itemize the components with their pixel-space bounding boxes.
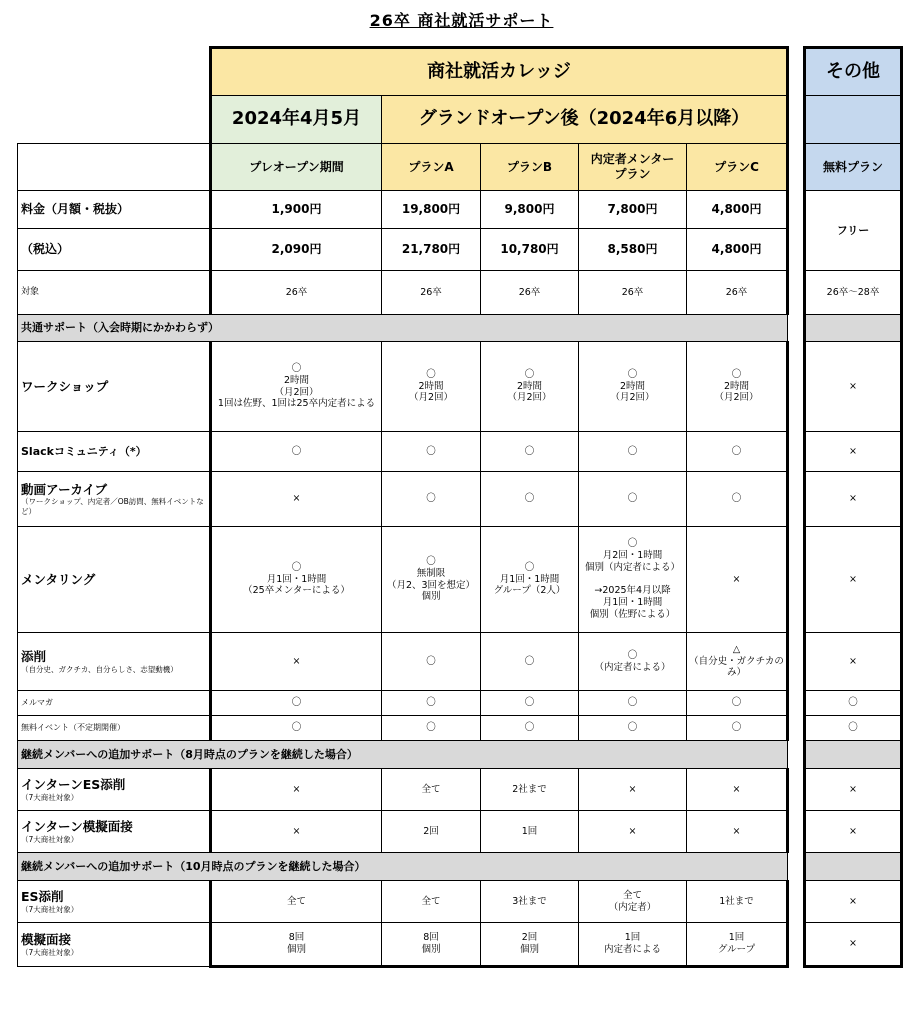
plan-label-empty: [18, 144, 211, 191]
intern-mock-cell: ×: [687, 811, 788, 853]
free-price: フリー: [805, 191, 902, 271]
target-cell: 26卒: [579, 271, 687, 315]
other-period-empty: [805, 96, 902, 144]
target-cell: 26卒: [481, 271, 579, 315]
intern-mock-cell: 2回: [382, 811, 481, 853]
tensaku-cell: 〇 （内定者による）: [579, 633, 687, 691]
section-common: 共通サポート（入会時期にかかわらず）: [18, 315, 788, 342]
tensaku-cell: 〇: [382, 633, 481, 691]
slack-label: Slackコミュニティ（*）: [18, 432, 211, 472]
mock-label: 模擬面接 （7大商社対象）: [18, 923, 211, 967]
plan-free: 無料プラン: [805, 144, 902, 191]
es-label: ES添削 （7大商社対象）: [18, 881, 211, 923]
archive-label: 動画アーカイブ （ワークショップ、内定者／OB訪問、無料イベントなど）: [18, 472, 211, 527]
intern-es-cell: ×: [211, 769, 382, 811]
mentoring-cell-free: ×: [805, 527, 902, 633]
archive-cell: ×: [211, 472, 382, 527]
plan-pre: プレオープン期間: [211, 144, 382, 191]
college-header: 商社就活カレッジ: [211, 48, 788, 96]
tax-cell: 2,090円: [211, 229, 382, 271]
workshop-cell: 〇 2時間 （月2回）: [382, 342, 481, 432]
event-cell: 〇: [211, 716, 382, 741]
plan-b: プランB: [481, 144, 579, 191]
tensaku-cell: △ （自分史・ガクチカのみ）: [687, 633, 788, 691]
section-october-other: [805, 853, 902, 881]
intern-es-cell: 全て: [382, 769, 481, 811]
event-cell: 〇: [382, 716, 481, 741]
mentoring-label: メンタリング: [18, 527, 211, 633]
fee-cell: 1,900円: [211, 191, 382, 229]
mailmag-cell: 〇: [579, 691, 687, 716]
workshop-label: ワークショップ: [18, 342, 211, 432]
page-title: 26卒 商社就活サポート: [369, 11, 554, 30]
intern-mock-cell: 1回: [481, 811, 579, 853]
workshop-cell-free: ×: [805, 342, 902, 432]
section-common-other: [805, 315, 902, 342]
event-cell: 〇: [687, 716, 788, 741]
mock-cell: 1回 内定者による: [579, 923, 687, 967]
event-label: 無料イベント（不定期開催）: [18, 716, 211, 741]
college-plan-table: [17, 46, 789, 968]
mailmag-cell: 〇: [211, 691, 382, 716]
mailmag-label: メルマガ: [18, 691, 211, 716]
intern-mock-label: インターン模擬面接 （7大商社対象）: [18, 811, 211, 853]
fee-cell: 4,800円: [687, 191, 788, 229]
mentoring-cell: ×: [687, 527, 788, 633]
slack-cell: 〇: [687, 432, 788, 472]
es-cell: 全て: [382, 881, 481, 923]
event-cell-free: 〇: [805, 716, 902, 741]
mock-cell: 2回 個別: [481, 923, 579, 967]
archive-cell: 〇: [481, 472, 579, 527]
workshop-cell: 〇 2時間 （月2回） 1回は佐野、1回は25卒内定者による: [211, 342, 382, 432]
intern-mock-cell: ×: [579, 811, 687, 853]
es-cell-free: ×: [805, 881, 902, 923]
plan-a: プランA: [382, 144, 481, 191]
workshop-cell: 〇 2時間 （月2回）: [579, 342, 687, 432]
slack-cell: 〇: [481, 432, 579, 472]
tensaku-label: 添削 （自分史、ガクチカ、自分らしさ、志望動機）: [18, 633, 211, 691]
target-cell: 26卒: [211, 271, 382, 315]
archive-cell: 〇: [687, 472, 788, 527]
other-header: その他: [805, 48, 902, 96]
period-grand-header: グランドオープン後（2024年6月以降）: [382, 96, 788, 144]
mailmag-cell-free: 〇: [805, 691, 902, 716]
target-cell: 26卒: [687, 271, 788, 315]
target-label: 対象: [18, 271, 211, 315]
es-cell: 全て: [211, 881, 382, 923]
mentoring-cell: 〇 月2回・1時間 個別（内定者による） →2025年4月以降 月1回・1時間 個別（佐野による）: [579, 527, 687, 633]
section-august: 継続メンバーへの追加サポート（8月時点のプランを継続した場合）: [18, 741, 788, 769]
fee-cell: 7,800円: [579, 191, 687, 229]
fee-label: 料金（月額・税抜）: [18, 191, 211, 229]
intern-mock-cell-free: ×: [805, 811, 902, 853]
target-cell: 26卒: [382, 271, 481, 315]
mailmag-cell: 〇: [382, 691, 481, 716]
period-pre-header: 2024年4月5月: [211, 96, 382, 144]
tax-cell: 4,800円: [687, 229, 788, 271]
es-cell: 3社まで: [481, 881, 579, 923]
intern-es-label: インターンES添削 （7大商社対象）: [18, 769, 211, 811]
plan-mentor: 内定者メンター プラン: [579, 144, 687, 191]
empty-corner: [18, 48, 211, 96]
mock-cell: 1回 グループ: [687, 923, 788, 967]
tensaku-cell-free: ×: [805, 633, 902, 691]
tensaku-cell: ×: [211, 633, 382, 691]
intern-es-cell: 2社まで: [481, 769, 579, 811]
intern-mock-cell: ×: [211, 811, 382, 853]
event-cell: 〇: [481, 716, 579, 741]
workshop-cell: 〇 2時間 （月2回）: [481, 342, 579, 432]
mentoring-cell: 〇 月1回・1時間 （25卒メンターによる）: [211, 527, 382, 633]
tax-cell: 10,780円: [481, 229, 579, 271]
es-cell: 1社まで: [687, 881, 788, 923]
section-october: 継続メンバーへの追加サポート（10月時点のプランを継続した場合）: [18, 853, 788, 881]
fee-cell: 9,800円: [481, 191, 579, 229]
target-cell-free: 26卒～28卒: [805, 271, 902, 315]
fee-cell: 19,800円: [382, 191, 481, 229]
slack-cell-free: ×: [805, 432, 902, 472]
mock-cell-free: ×: [805, 923, 902, 967]
section-august-other: [805, 741, 902, 769]
tensaku-cell: 〇: [481, 633, 579, 691]
other-plan-table: [803, 46, 903, 968]
tax-cell: 8,580円: [579, 229, 687, 271]
mentoring-cell: 〇 月1回・1時間 グループ（2人）: [481, 527, 579, 633]
mock-cell: 8回 個別: [211, 923, 382, 967]
slack-cell: 〇: [579, 432, 687, 472]
tax-label: （税込）: [18, 229, 211, 271]
intern-es-cell: ×: [687, 769, 788, 811]
es-cell: 全て （内定者）: [579, 881, 687, 923]
empty-corner: [18, 96, 211, 144]
tax-cell: 21,780円: [382, 229, 481, 271]
intern-es-cell: ×: [579, 769, 687, 811]
archive-cell-free: ×: [805, 472, 902, 527]
mock-cell: 8回 個別: [382, 923, 481, 967]
event-cell: 〇: [579, 716, 687, 741]
archive-cell: 〇: [579, 472, 687, 527]
archive-cell: 〇: [382, 472, 481, 527]
slack-cell: 〇: [211, 432, 382, 472]
slack-cell: 〇: [382, 432, 481, 472]
workshop-cell: 〇 2時間 （月2回）: [687, 342, 788, 432]
mailmag-cell: 〇: [687, 691, 788, 716]
intern-es-cell-free: ×: [805, 769, 902, 811]
mailmag-cell: 〇: [481, 691, 579, 716]
mentoring-cell: 〇 無制限 （月2、3回を想定） 個別: [382, 527, 481, 633]
plan-c: プランC: [687, 144, 788, 191]
